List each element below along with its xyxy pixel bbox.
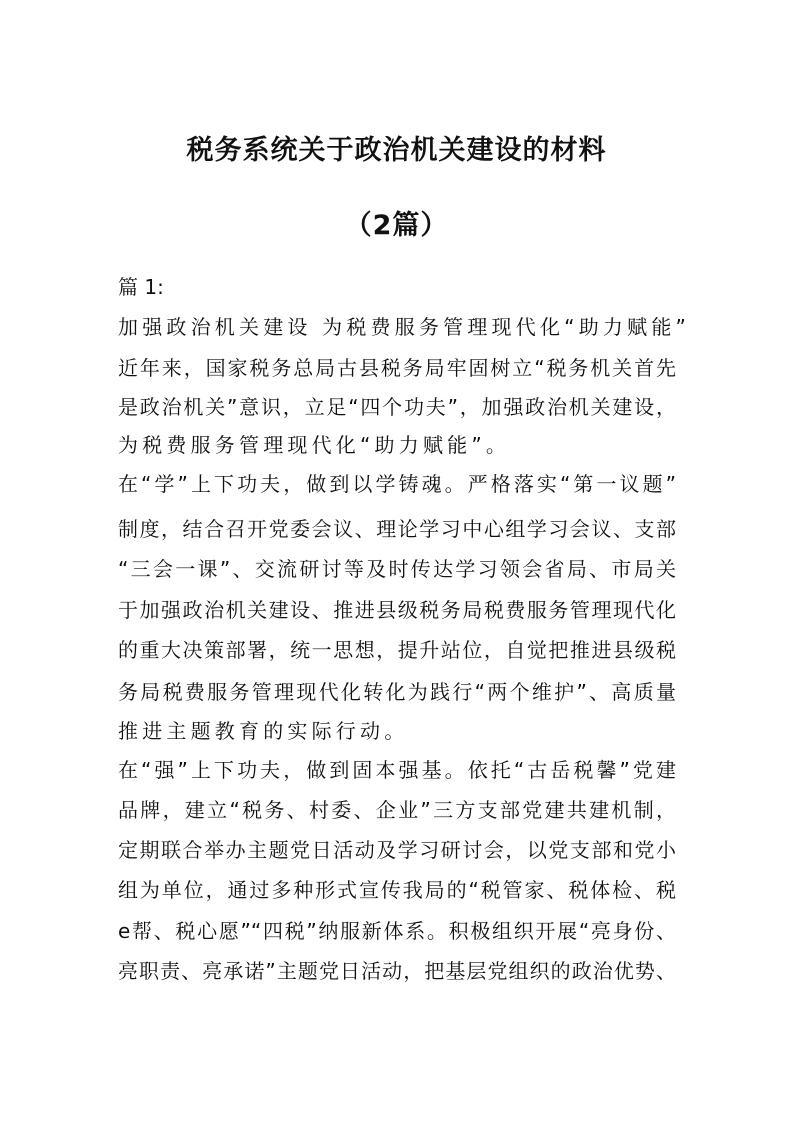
document-title: 税务系统关于政治机关建设的材料 (186, 135, 607, 166)
paragraph-line: 于加强政治机关建设、推进县级税务局税费服务管理现代化 (118, 598, 676, 622)
paragraph-line: 推进主题教育的实际行动。 (118, 719, 409, 743)
paragraph-line: 为税费服务管理现代化“助力赋能”。 (118, 433, 511, 457)
paragraph-line: 在“强”上下功夫，做到固本强基。依托“古岳税馨”党建 (118, 758, 676, 782)
paragraph-line: e帮、税心愿”“四税”纳服新体系。积极组织开展“亮身份、 (118, 919, 676, 943)
paragraph-line: 亮职责、亮承诺”主题党日活动，把基层党组织的政治优势、 (118, 959, 676, 983)
section-label: 篇 1: (118, 275, 164, 299)
paragraph-line: “三会一课”、交流研讨等及时传达学习领会省局、市局关 (118, 557, 676, 581)
document-subtitle: （2篇） (344, 210, 449, 241)
paragraph-line: 制度，结合召开党委会议、理论学习中心组学习会议、支部 (118, 517, 676, 541)
paragraph-line: 定期联合举办主题党日活动及学习研讨会，以党支部和党小 (118, 838, 676, 862)
paragraph-line: 近年来，国家税务总局古县税务局牢固树立“税务机关首先 (118, 356, 676, 380)
article-heading: 加强政治机关建设 为税费服务管理现代化“助力赋能” (118, 315, 691, 339)
paragraph-line: 组为单位，通过多种形式宣传我局的“税管家、税体检、税 (118, 878, 676, 902)
paragraph-line: 品牌，建立“税务、村委、企业”三方支部党建共建机制， (118, 798, 676, 822)
paragraph-line: 在“学”上下功夫，做到以学铸魂。严格落实“第一议题” (118, 472, 676, 496)
paragraph-line: 是政治机关”意识，立足“四个功夫”，加强政治机关建设， (118, 395, 676, 419)
paragraph-line: 的重大决策部署，统一思想，提升站位，自觉把推进县级税 (118, 638, 676, 662)
paragraph-line: 务局税费服务管理现代化转化为践行“两个维护”、高质量 (118, 680, 676, 704)
